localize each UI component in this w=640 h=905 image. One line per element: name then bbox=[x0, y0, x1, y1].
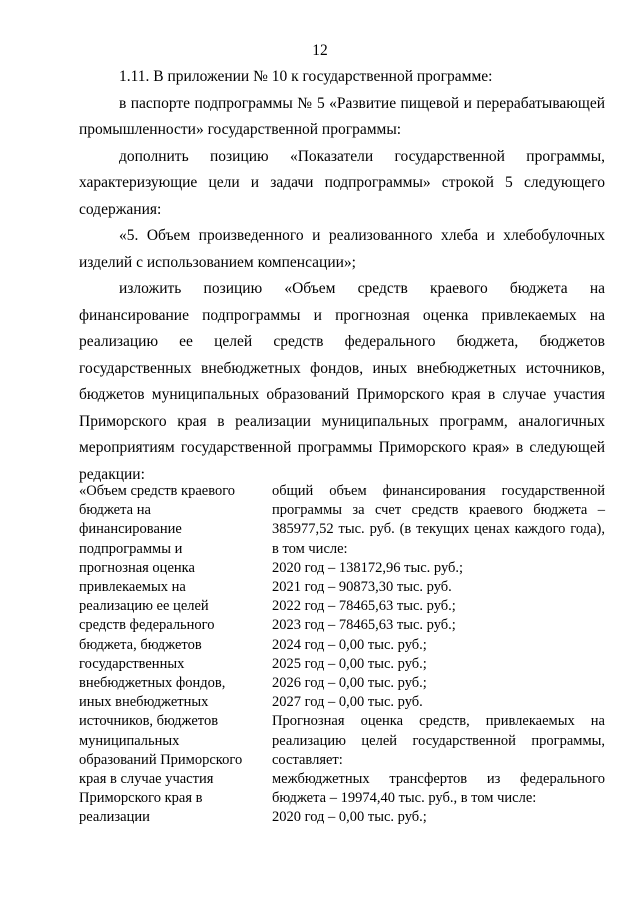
left-line: муниципальных bbox=[79, 732, 180, 749]
year-row: 2026 год – 0,00 тыс. руб.; bbox=[272, 675, 427, 692]
table-right-column bbox=[272, 482, 605, 828]
year-row: 2025 год – 0,00 тыс. руб.; bbox=[272, 655, 427, 672]
paragraph-item-1-11: 1.11. В приложении № 10 к государственной программе: bbox=[119, 68, 493, 85]
left-line: средств федерального bbox=[79, 617, 215, 634]
left-line: образований Приморского bbox=[79, 751, 243, 768]
forecast-text: Прогнозная оценка средств, привлекаемых на реализацию целей государственной программы, составляет: bbox=[272, 713, 605, 768]
year-row: 2024 год – 0,00 тыс. руб.; bbox=[272, 636, 427, 653]
left-line: внебюджетных фондов, bbox=[79, 675, 226, 692]
left-line: иных внебюджетных bbox=[79, 694, 209, 711]
total-funding-text: общий объем финансирования государственной программы за счет средств краевого бюджета – 385977,52 тыс. руб. (в текущих ценах каждого года), в том числе: bbox=[272, 483, 605, 557]
table-left-column bbox=[79, 482, 259, 828]
left-line: реализации bbox=[79, 809, 150, 826]
left-line: привлекаемых на bbox=[79, 579, 186, 596]
year-row: 2027 год – 0,00 тыс. руб. bbox=[272, 694, 423, 711]
year-row: 2022 год – 78465,63 тыс. руб.; bbox=[272, 598, 456, 615]
left-line: реализацию ее целей bbox=[79, 598, 209, 615]
paragraph-restate-position: изложить позицию «Объем средств краевого бюджета на финансирование подпрограммы и прогнозная оценка привлекаемых на реализацию ее целей средств федерального бюджета, бюджетов государственных внебюджетных фондов, иных внебюджетных источников, бюджетов муниципальных образований Приморского края в случае участия Приморского края в реализации муниципальных программ, аналогичных мероприятиям государственной программы Приморского края» в следующей редакции: bbox=[79, 280, 605, 483]
page-number: 12 bbox=[312, 42, 328, 59]
left-line: края в случае участия bbox=[79, 771, 214, 788]
left-line: источников, бюджетов bbox=[79, 713, 219, 730]
year-row: 2020 год – 138172,96 тыс. руб.; bbox=[272, 559, 464, 576]
year-row: 2021 год – 90873,30 тыс. руб. bbox=[272, 579, 452, 596]
left-line: государственных bbox=[79, 655, 185, 672]
paragraph-add-position: дополнить позицию «Показатели государственной программы, характеризующие цели и задачи подпрограммы» строкой 5 следующего содержания: bbox=[79, 147, 605, 218]
year-row: 2023 год – 78465,63 тыс. руб.; bbox=[272, 617, 456, 634]
left-line: бюджета, бюджетов bbox=[79, 636, 202, 653]
transfers-text: межбюджетных трансфертов из федерального бюджета – 19974,40 тыс. руб., в том числе: bbox=[272, 771, 605, 807]
left-line: бюджета на bbox=[79, 502, 151, 519]
paragraph-quoted-row: «5. Объем произведенного и реализованного хлеба и хлебобулочных изделий с использованием компенсации»; bbox=[79, 227, 605, 271]
document-body bbox=[79, 64, 605, 488]
left-line: Приморского края в bbox=[79, 790, 203, 807]
left-line: прогнозная оценка bbox=[79, 559, 195, 576]
paragraph-passport: в паспорте подпрограммы № 5 «Развитие пищевой и перерабатывающей промышленности» государственной программы: bbox=[79, 94, 605, 138]
left-line: финансирование bbox=[79, 521, 182, 538]
left-line: «Объем средств краевого bbox=[79, 483, 236, 499]
year-row: 2020 год – 0,00 тыс. руб.; bbox=[272, 809, 427, 826]
left-line: подпрограммы и bbox=[79, 540, 183, 557]
